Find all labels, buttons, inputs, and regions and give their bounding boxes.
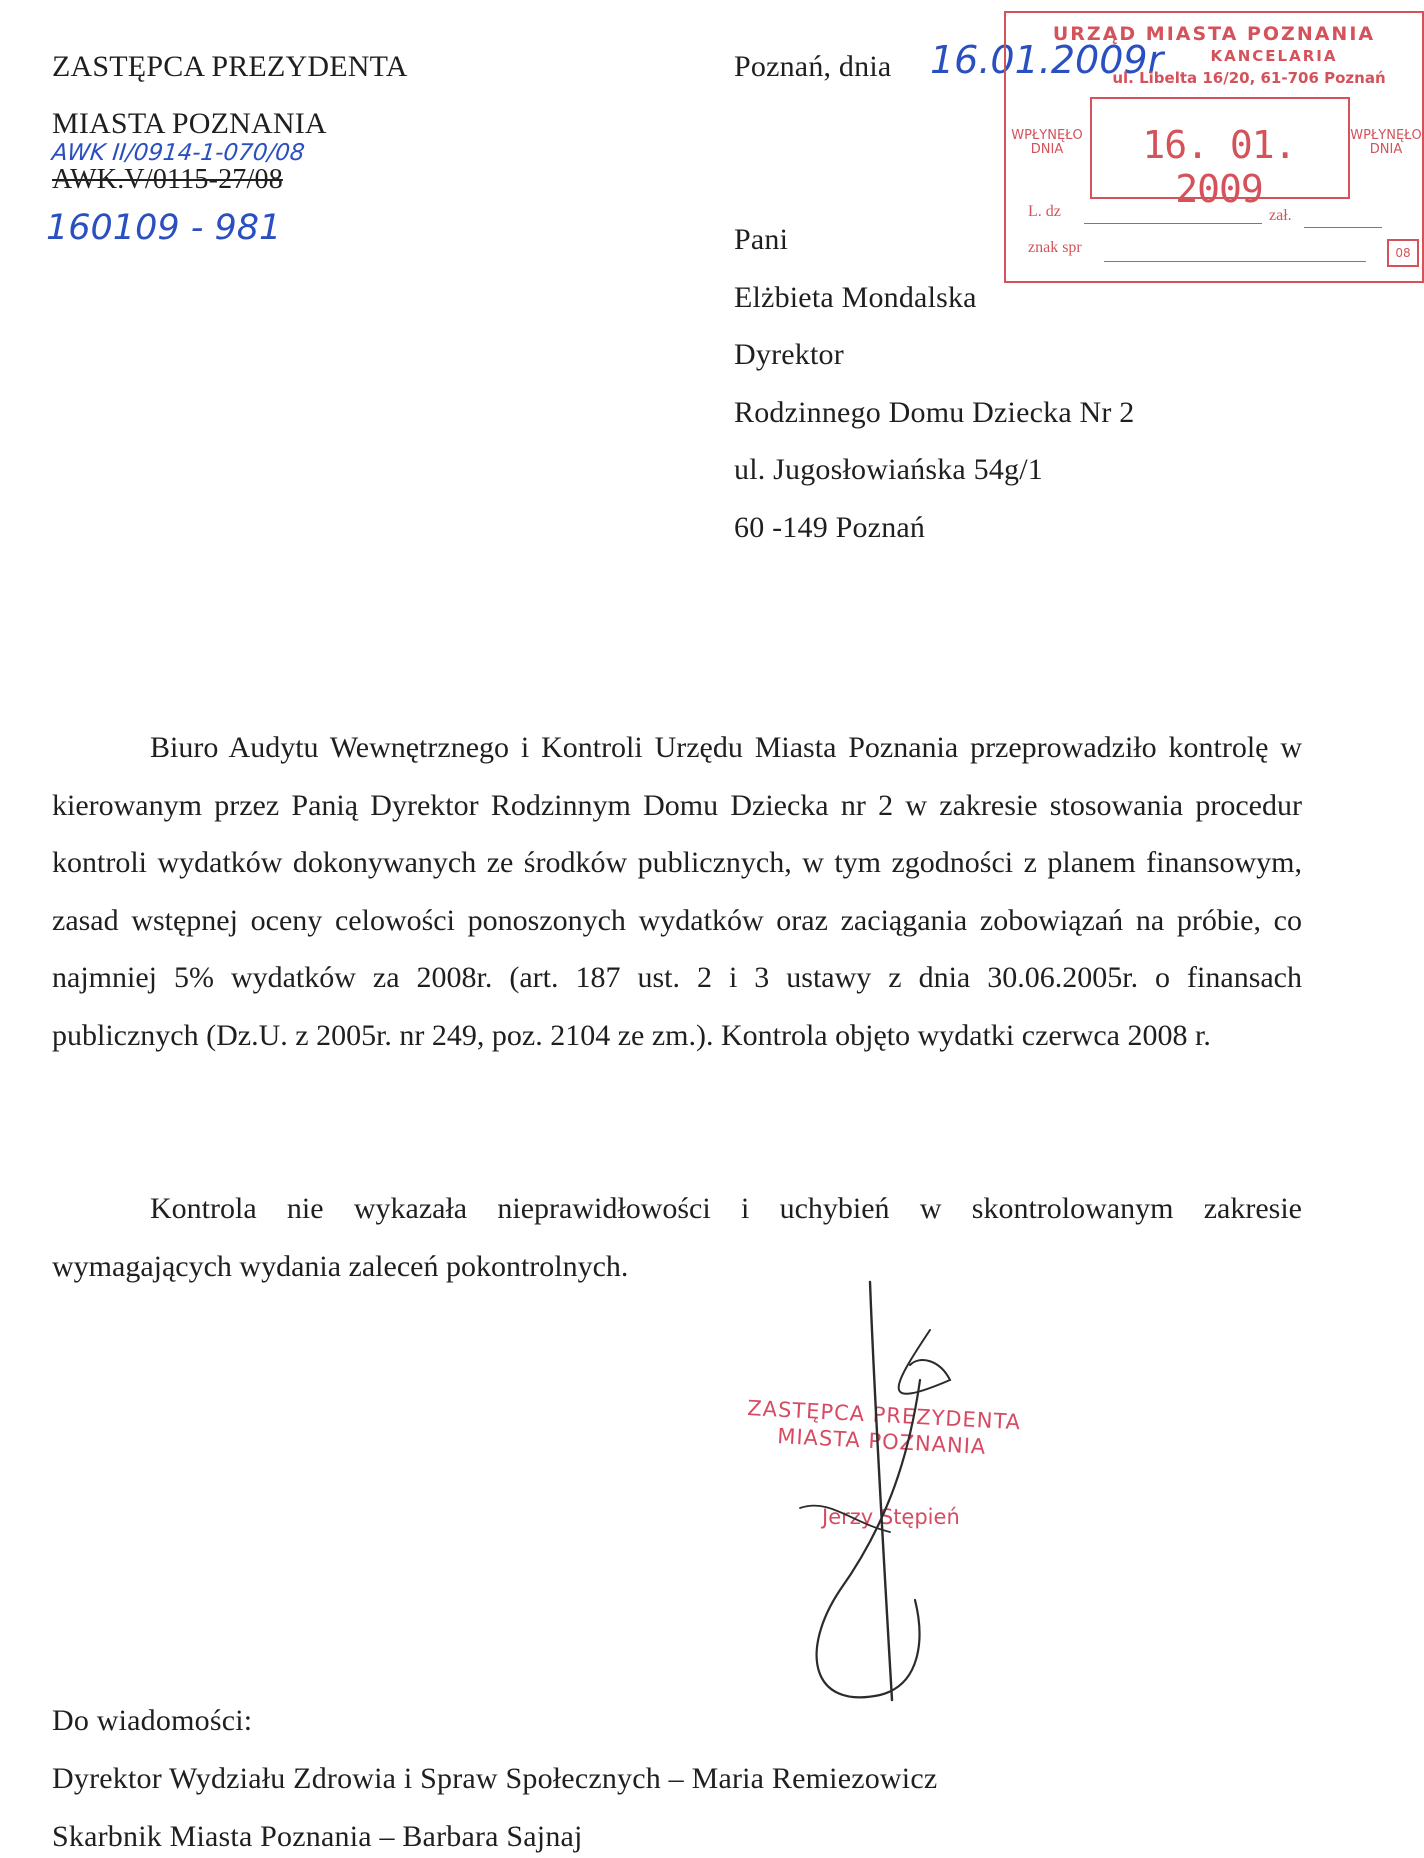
cc-item: Dyrektor Wydziału Zdrowia i Spraw Społecznych – Maria Remiezowicz [52,1762,938,1795]
cc-item: Skarbnik Miasta Poznania – Barbara Sajnaj [52,1820,583,1853]
struck-reference-number: AWK.V/0115-27/08 [52,164,283,195]
stamp-znak-line [1104,261,1366,262]
recipient-name: Elżbieta Mondalska [734,281,977,314]
body-paragraph-2-text: Kontrola nie wykazała nieprawidłowości i uchybień w skontrolowanym zakresie wymagających wydania zaleceń pokontrolnych. [52,1192,1302,1283]
stamp-zal-line [1304,227,1382,228]
body-paragraph-2 [52,1180,1302,1295]
stamp-received-label-right: WPŁYNĘŁO DNIA [1350,128,1422,157]
stamp-office-name: URZĄD MIASTA POZNANIA [1052,23,1376,45]
stamp-address: ul. Libelta 16/20, 61-706 Poznań [1112,69,1386,87]
signature-seal-line2: MIASTA POZNANIA [776,1424,987,1459]
recipient-city: 60 -149 Poznań [734,511,926,544]
office-receipt-stamp [1004,11,1424,286]
stamp-field-znak: znak spr [1028,239,1082,256]
cc-heading: Do wiadomości: [52,1704,253,1737]
handwritten-reference: AWK II/0914-1-070/08 [50,140,306,166]
handwritten-registry-number: 160109 - 981 [46,208,282,248]
recipient-position: Dyrektor [734,338,844,371]
recipient-street: ul. Jugosłowiańska 54g/1 [734,453,1043,486]
body-paragraph-1-text: Biuro Audytu Wewnętrznego i Kontroli Urzędu Miasta Poznania przeprowadziło kontrolę w kierowanym przez Panią Dyrektor Rodzinnym Domu Dziecka nr 2 w zakresie stosowania procedur kontroli wydatków dokonywanych ze środków publicznych, w tym zgodności z planem finansowym, zasad wstępnej oceny celowości ponoszonych wydatków oraz zaciągania zobowiązań na próbie, co najmniej 5% wydatków za 2008r. (art. 187 ust. 2 i 3 ustawy z dnia 30.06.2005r. o finansach publicznych (Dz.U. z 2005r. nr 249, poz. 2104 ze zm.). Kontrola objęto wydatki czerwca 2008 r. [52,731,1302,1052]
stamp-field-ldz: L. dz [1028,203,1061,220]
sender-title-line1: ZASTĘPCA PREZYDENTA [52,50,408,83]
stamp-received-date: 16. 01. 2009 [1142,123,1296,211]
place-date-label: Poznań, dnia [734,50,892,83]
signature-seal-name: Jerzy Stępień [822,1505,960,1529]
recipient-institution: Rodzinnego Domu Dziecka Nr 2 [734,396,1135,429]
signature-seal-line1: ZASTĘPCA PREZYDENTA [746,1396,1022,1435]
handwritten-date: 16.01.2009r [930,38,1164,82]
body-paragraph-1 [52,719,1302,1064]
sender-title-line2: MIASTA POZNANIA [52,107,327,140]
stamp-code-box: 08 [1387,239,1419,267]
stamp-field-zal: zał. [1269,207,1292,224]
stamp-received-label-left: WPŁYNĘŁO DNIA [1011,128,1083,157]
recipient-salutation: Pani [734,223,789,256]
handwritten-signature [770,1270,990,1710]
stamp-chancellery: KANCELARIA [1210,47,1338,65]
stamp-ldz-line [1084,223,1262,224]
